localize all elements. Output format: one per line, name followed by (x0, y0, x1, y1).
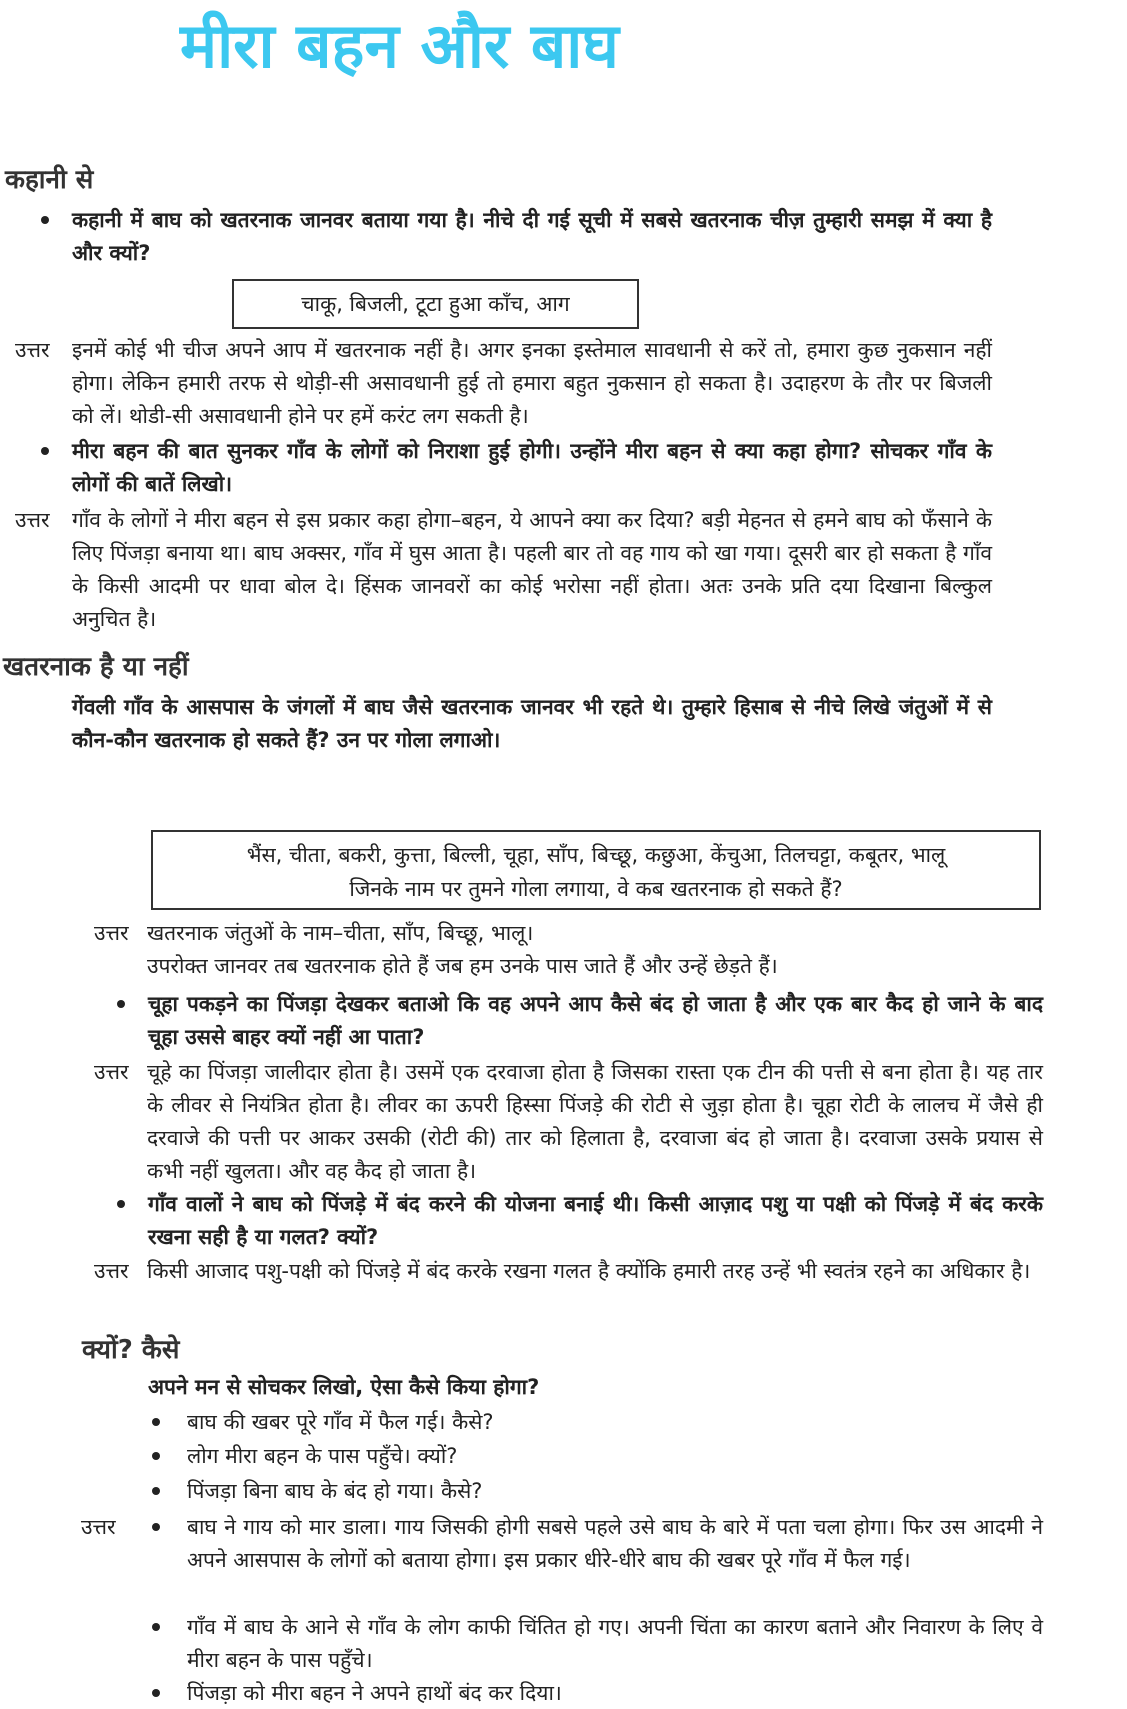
bullet-icon (41, 216, 49, 224)
section-intro: अपने मन से सोचकर लिखो, ऐसा कैसे किया होगा? (148, 1375, 540, 1399)
question-text: कहानी में बाघ को खतरनाक जानवर बताया गया है। नीचे दी गई सूची में सबसे खतरनाक चीज़ तुम्हारी समझ में क्या है और क्यों? (72, 208, 992, 265)
answer-text: चूहे का पिंजड़ा जालीदार होता है। उसमें एक दरवाजा होता है जिसका रास्ता एक टीन की पत्ती से बना होता है। यह तार के लीवर से नियंत्रित होता है। लीवर का ऊपरी हिस्सा पिंजड़े की रोटी से जुड़ा होता है। चूहा रोटी के लालच में जैसे ही दरवाजे की पत्ती पर आकर उसकी (रोटी की) तार को हिलाता है, दरवाजा बंद हो जाता है। दरवाजा उसके प्रयास से कभी नहीं खुलता। और वह कैद हो जाता है। (147, 1060, 1043, 1183)
animals-question: जिनके नाम पर तुमने गोला लगाया, वे कब खतरनाक हो सकते हैं? (349, 877, 843, 901)
bullet-icon (152, 1452, 160, 1460)
answer-text: इनमें कोई भी चीज अपने आप में खतरनाक नहीं है। अगर इनका इस्तेमाल सावधानी से करें तो, हमारा कुछ नुकसान नहीं होगा। लेकिन हमारी तरफ से थोड़ी-सी असावधानी हुई तो हमारा बहुत नुकसान हो सकता है। उदाहरण के तौर पर बिजली को लें। थोडी-सी असावधानी होने पर हमें करंट लग सकती है। (72, 338, 992, 428)
answer-item: बाघ ने गाय को मार डाला। गाय जिसकी होगी सबसे पहले उसे बाघ के बारे में पता चला होगा। फिर उस आदमी ने अपने आसपास के लोगों को बताया होगा। इस प्रकार धीरे-धीरे बाघ की खबर पूरे गाँव में फैल गई। (187, 1515, 1043, 1572)
question-text: चूहा पकड़ने का पिंजड़ा देखकर बताओ कि वह अपने आप कैसे बंद हो जाता है और एक बार कैद हो जाने के बाद चूहा उससे बाहर क्यों नहीं आ पाता? (148, 992, 1043, 1049)
answer-label: उत्तर (94, 1060, 129, 1084)
answer-item: गाँव में बाघ के आने से गाँव के लोग काफी चिंतित हो गए। अपनी चिंता का कारण बताने और निवारण के लिए वे मीरा बहन के पास पहुँचे। (187, 1615, 1043, 1672)
answer-line: उपरोक्त जानवर तब खतरनाक होते हैं जब हम उनके पास जाते हैं और उन्हें छेड़ते हैं। (147, 954, 778, 978)
bullet-icon (152, 1487, 160, 1495)
bullet-icon (41, 447, 49, 455)
answer-item: पिंजड़ा को मीरा बहन ने अपने हाथों बंद कर दिया। (187, 1681, 562, 1705)
section-heading-kyon-kaise: क्यों? कैसे (82, 1335, 180, 1365)
question-item: पिंजड़ा बिना बाघ के बंद हो गया। कैसे? (187, 1479, 483, 1503)
question-text: गाँव वालों ने बाघ को पिंजड़े में बंद करने की योजना बनाई थी। किसी आज़ाद पशु या पक्षी को पिंजड़े में बंद करके रखना सही है या गलत? क्यों? (148, 1192, 1043, 1249)
bullet-icon (152, 1418, 160, 1426)
answer-label: उत्तर (15, 338, 50, 362)
bullet-icon (152, 1623, 160, 1631)
section-heading-khatarnak: खतरनाक है या नहीं (3, 652, 189, 682)
bullet-icon (117, 1000, 125, 1008)
answer-text: किसी आजाद पशु-पक्षी को पिंजड़े में बंद करके रखना गलत है क्योंकि हमारी तरह उन्हें भी स्वतंत्र रहने का अधिकार है। (147, 1259, 1031, 1283)
chapter-title: मीरा बहन और बाघ (180, 9, 619, 82)
bullet-icon (152, 1523, 160, 1531)
answer-label: उत्तर (15, 508, 50, 532)
question-item: लोग मीरा बहन के पास पहुँचे। क्यों? (187, 1444, 458, 1468)
animals-list: भैंस, चीता, बकरी, कुत्ता, बिल्ली, चूहा, साँप, बिच्छू, कछुआ, केंचुआ, तिलचट्टा, कबूतर, भालू (246, 843, 946, 867)
answer-text: गाँव के लोगों ने मीरा बहन से इस प्रकार कहा होगा–बहन, ये आपने क्या कर दिया? बड़ी मेहनत से हमने बाघ को फँसाने के लिए पिंजड़ा बनाया था। बाघ अक्सर, गाँव में घुस आता है। पहली बार तो वह गाय को खा गया। दूसरी बार हो सकता है गाँव के किसी आदमी पर धावा बोल दे। हिंसक जानवरों का कोई भरोसा नहीं होता। अतः उनके प्रति दया दिखाना बिल्कुल अनुचित है। (72, 508, 992, 631)
answer-label: उत्तर (94, 921, 129, 945)
items-box: चाकू, बिजली, टूटा हुआ काँच, आग (232, 279, 639, 329)
bullet-icon (152, 1689, 160, 1697)
answer-text (147, 917, 1043, 983)
animals-box (151, 830, 1041, 910)
bullet-icon (117, 1200, 125, 1208)
question-text: मीरा बहन की बात सुनकर गाँव के लोगों को निराशा हुई होगी। उन्होंने मीरा बहन से क्या कहा होगा? सोचकर गाँव के लोगों की बातें लिखो। (72, 439, 992, 496)
section-heading-kahani-se: कहानी से (5, 165, 94, 195)
answer-label: उत्तर (81, 1515, 116, 1539)
section-intro: गेंवली गाँव के आसपास के जंगलों में बाघ जैसे खतरनाक जानवर भी रहते थे। तुम्हारे हिसाब से नीचे लिखे जंतुओं में से कौन-कौन खतरनाक हो सकते हैं? उन पर गोला लगाओ। (72, 695, 992, 752)
question-item: बाघ की खबर पूरे गाँव में फैल गई। कैसे? (187, 1410, 494, 1434)
answer-label: उत्तर (94, 1259, 129, 1283)
answer-line: खतरनाक जंतुओं के नाम–चीता, साँप, बिच्छू, भालू। (147, 921, 534, 945)
